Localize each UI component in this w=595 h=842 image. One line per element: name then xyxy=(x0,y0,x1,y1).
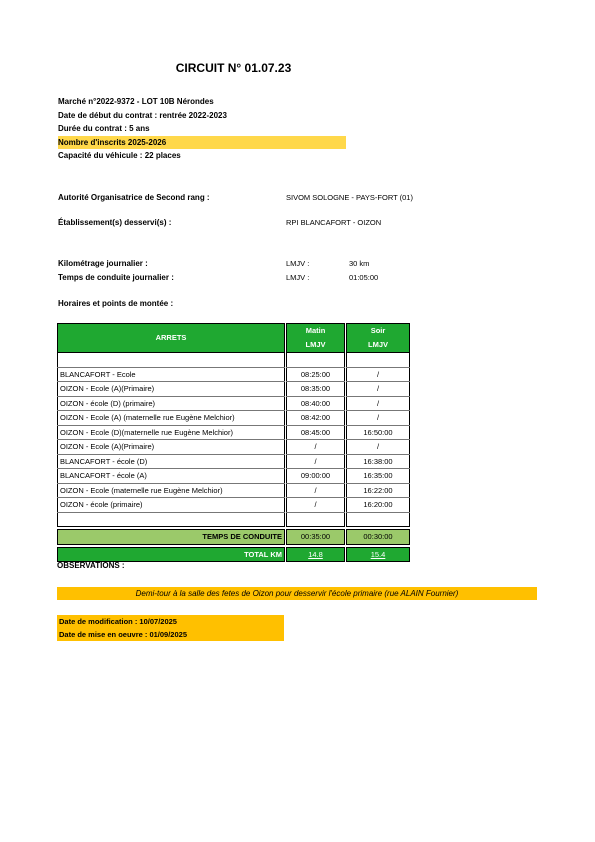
table-row xyxy=(58,469,410,484)
contract-info xyxy=(58,95,346,163)
matin-time: 08:35:00 xyxy=(287,382,345,397)
matin-time: 08:40:00 xyxy=(287,396,345,411)
stop-name: BLANCAFORT - Ecole xyxy=(58,367,285,382)
table-row xyxy=(58,512,410,527)
table-row xyxy=(58,382,410,397)
stop-name: OIZON - Ecole (A)(Primaire) xyxy=(58,382,285,397)
capacite-line: Capacité du véhicule : 22 places xyxy=(58,151,181,160)
matin-time: 08:25:00 xyxy=(287,367,345,382)
matin-time: 09:00:00 xyxy=(287,469,345,484)
soir-time: / xyxy=(347,411,410,426)
etablissement-value: RPI BLANCAFORT - OIZON xyxy=(286,218,382,227)
schedule-header xyxy=(58,324,410,353)
table-row xyxy=(58,396,410,411)
soir-time: 16:50:00 xyxy=(347,425,410,440)
duree-conduite-label: Temps de conduite journalier : xyxy=(58,273,174,282)
table-row xyxy=(58,498,410,513)
duree-line: Durée du contrat : 5 ans xyxy=(58,124,150,133)
table-row xyxy=(58,425,410,440)
soir-time: 16:20:00 xyxy=(347,498,410,513)
stop-name xyxy=(58,512,285,527)
km-days: LMJV : xyxy=(286,259,310,268)
table-row xyxy=(58,367,410,382)
observation-note: Demi-tour à la salle des fetes de Oizon pour desservir l'école primaire (rue ALAIN Fournier) xyxy=(57,587,537,600)
matin-time: / xyxy=(287,498,345,513)
marche-line: Marché n°2022-9372 - LOT 10B Nérondes xyxy=(58,97,214,106)
stop-name: OIZON - Ecole (maternelle rue Eugène Melchior) xyxy=(58,483,285,498)
duree-conduite-value: 01:05:00 xyxy=(349,273,379,282)
soir-time: 16:22:00 xyxy=(347,483,410,498)
soir-time: / xyxy=(347,367,410,382)
stop-name: OIZON - Ecole (A)(Primaire) xyxy=(58,440,285,455)
stop-name: OIZON - école (primaire) xyxy=(58,498,285,513)
date-mise-oeuvre: Date de mise en oeuvre : 01/09/2025 xyxy=(59,630,187,639)
observations-label: OBSERVATIONS : xyxy=(57,561,125,570)
authority-label: Autorité Organisatrice de Second rang : xyxy=(58,193,210,202)
soir-time: 16:35:00 xyxy=(347,469,410,484)
stop-name: OIZON - Ecole (D)(maternelle rue Eugène Melchior) xyxy=(58,425,285,440)
soir-time: / xyxy=(347,440,410,455)
stop-name xyxy=(58,353,285,368)
date-debut-line: Date de début du contrat : rentrée 2022-2023 xyxy=(58,110,227,120)
matin-time xyxy=(287,512,345,527)
date-modification: Date de modification : 10/07/2025 xyxy=(59,617,177,626)
stop-name: BLANCAFORT - école (D) xyxy=(58,454,285,469)
table-row xyxy=(58,483,410,498)
km-value: 30 km xyxy=(349,259,370,268)
etablissement-label: Établissement(s) desservi(s) : xyxy=(58,218,172,227)
inscrits-line: Nombre d'inscrits 2025-2026 xyxy=(58,136,346,150)
total-km-row xyxy=(58,547,410,562)
duree-conduite-days: LMJV : xyxy=(286,273,310,282)
soir-time: 16:38:00 xyxy=(347,454,410,469)
total-km-label: TOTAL KM xyxy=(58,547,285,562)
authority-value: SIVOM SOLOGNE - PAYS-FORT (01) xyxy=(286,193,413,202)
matin-time: 08:45:00 xyxy=(287,425,345,440)
matin-time: / xyxy=(287,440,345,455)
soir-time xyxy=(347,353,410,368)
soir-time xyxy=(347,512,410,527)
temps-conduite-row xyxy=(58,530,410,545)
table-row xyxy=(58,440,410,455)
stop-name: OIZON - école (D) (primaire) xyxy=(58,396,285,411)
header-matin: Matin LMJV xyxy=(287,324,345,353)
matin-time: / xyxy=(287,483,345,498)
table-row xyxy=(58,411,410,426)
stop-name: BLANCAFORT - école (A) xyxy=(58,469,285,484)
total-km-matin[interactable]: 14.8 xyxy=(287,547,345,562)
total-km-soir[interactable]: 15.4 xyxy=(347,547,410,562)
schedule-table xyxy=(57,323,410,562)
soir-time: / xyxy=(347,396,410,411)
horaires-label: Horaires et points de montée : xyxy=(58,299,174,308)
matin-time: / xyxy=(287,454,345,469)
matin-time xyxy=(287,353,345,368)
header-soir: Soir LMJV xyxy=(347,324,410,353)
stop-name: OIZON - Ecole (A) (maternelle rue Eugène Melchior) xyxy=(58,411,285,426)
temps-soir: 00:30:00 xyxy=(347,530,410,545)
temps-matin: 00:35:00 xyxy=(287,530,345,545)
matin-time: 08:42:00 xyxy=(287,411,345,426)
circuit-title: CIRCUIT N° 01.07.23 xyxy=(175,61,292,75)
temps-conduite-label: TEMPS DE CONDUITE xyxy=(58,530,285,545)
table-row xyxy=(58,454,410,469)
table-row xyxy=(58,353,410,368)
header-arrets: ARRETS xyxy=(58,324,285,353)
km-label: Kilométrage journalier : xyxy=(58,259,148,268)
dates-box xyxy=(57,615,284,641)
soir-time: / xyxy=(347,382,410,397)
